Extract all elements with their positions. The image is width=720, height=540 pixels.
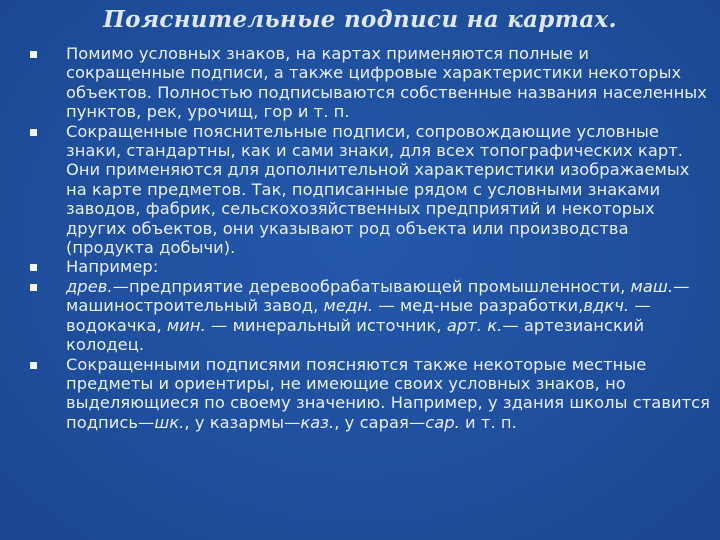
bullet-square-icon xyxy=(30,362,37,369)
abbreviation-text: вдкч. xyxy=(583,296,630,316)
bullet-square-icon xyxy=(30,284,37,291)
text-run: — машиностроительный завод, xyxy=(66,276,690,316)
bullet-item xyxy=(30,355,710,433)
abbreviation-text: арт. к. xyxy=(446,315,503,335)
bullet-item xyxy=(30,44,710,122)
bullet-text: Помимо условных знаков, на картах применяются полные и сокращенные подписи, а также цифровые характеристики некоторых объектов. Полностью подписываются собственные названия населенных пунктов, рек, урочищ, гор и т. п. xyxy=(66,44,707,122)
text-run: — мед-ные разработки, xyxy=(373,296,584,316)
bullet-text: Сокращенные пояснительные подписи, сопровождающие условные знаки, стандартны, как и сами знаки, для всех топографических карт. Они применяются для дополнительной характеристики изображаемых на карте предметов. Так, подписанные рядом с условными знаками заводов, фабрик, сельскохозяйственных предприятий и некоторых других объектов, они указывают род объекта или производства (продукта добычи). xyxy=(66,121,690,258)
bullet-item xyxy=(30,257,710,276)
text-run: , у казармы— xyxy=(184,412,301,432)
text-run: , у сарая— xyxy=(334,412,426,432)
abbreviation-text: мин. xyxy=(166,315,206,335)
bullet-square-icon xyxy=(30,129,37,136)
abbreviation-text: шк. xyxy=(154,412,185,432)
abbreviation-text: маш. xyxy=(630,276,674,296)
text-run: и т. п. xyxy=(459,412,517,432)
bullet-item xyxy=(30,277,710,355)
bullet-text-local-objects xyxy=(66,355,710,432)
slide-title: Пояснительные подписи на картах. xyxy=(103,6,617,33)
abbreviation-text: древ. xyxy=(66,276,113,296)
abbreviation-text: медн. xyxy=(323,296,374,316)
bullet-item xyxy=(30,122,710,258)
text-run: — минеральный источник, xyxy=(205,315,447,335)
abbreviation-text: каз. xyxy=(300,412,335,432)
bullet-square-icon xyxy=(30,264,37,271)
bullet-square-icon xyxy=(30,51,37,58)
bullet-text: Например: xyxy=(66,257,159,277)
text-run: —предприятие деревообрабатывающей промышленности, xyxy=(112,276,631,296)
text-run: — артезианский колодец. xyxy=(66,315,645,355)
bullet-text-examples xyxy=(66,277,689,354)
text-run: — водокачка, xyxy=(66,296,651,335)
abbreviation-text: сар. xyxy=(425,412,460,432)
text-run: Сокращенными подписями поясняются также некоторые местные предметы и ориентиры, не имеющие своих условных знаков, но выделяющиеся по своему значению. Например, у здания школы ставится подпись— xyxy=(66,354,710,432)
bullet-list xyxy=(30,44,710,432)
